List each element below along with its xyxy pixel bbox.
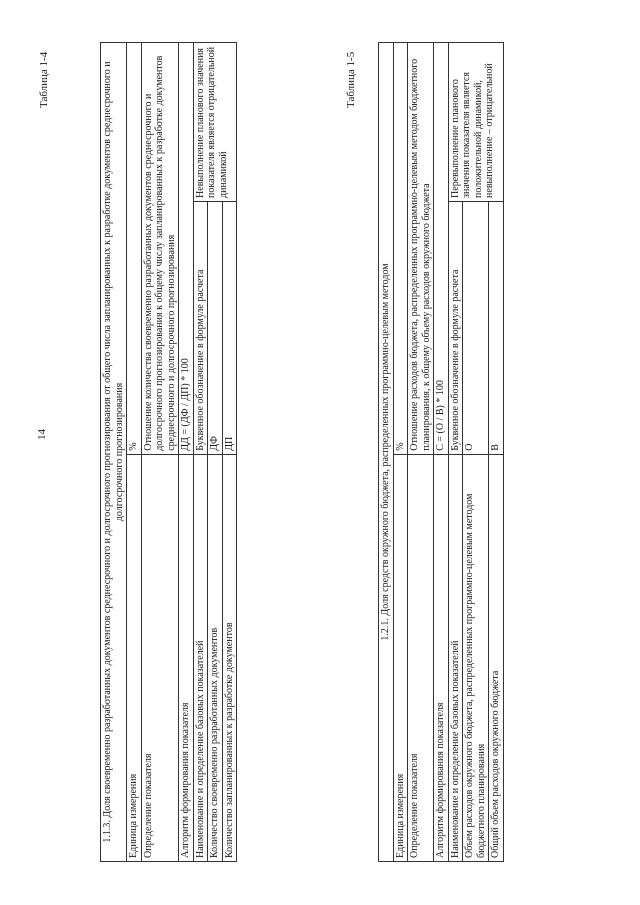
table1-definition-label: Определение показателя <box>141 454 179 861</box>
table2-algorithm-value: С = (О / В) * 100 <box>434 43 449 455</box>
table1 <box>100 42 237 862</box>
table2-unit-value: % <box>393 43 408 455</box>
table1-note: Невыполнение планового значения показателя является отрицательной динамикой <box>193 43 237 202</box>
table2-label: Таблица 1-5 <box>345 51 357 108</box>
table1-unit-label: Единица измерения <box>127 454 142 861</box>
table1-ind1-code: ДФ <box>208 201 223 454</box>
table1-algorithm-value: ДД = (ДФ / ДП) * 100 <box>179 43 194 455</box>
table1-base-label: Наименование и определение базовых показателей <box>193 454 208 861</box>
table2-ind2-code: В <box>489 201 504 454</box>
table1-label: Таблица 1-4 <box>38 51 50 108</box>
table2-definition-value: Отношение расходов бюджета, распределенных программно-целевым методом бюджетного планирования, к общему объему расходов окружного бюджета <box>408 43 434 455</box>
table2-note: Перевыполнение планового значения показателя является положительной динамикой, невыполнение – отрицательной <box>448 43 503 202</box>
table1-definition-value: Отношение количества своевременно разработанных документов среднесрочного и долгосрочного прогнозирования к общему числу запланированных к разработке документов среднесрочного и долгосрочного прогнозирования <box>141 43 179 455</box>
table2-definition-label: Определение показателя <box>408 454 434 861</box>
table1-title: 1.1.3. Доля своевременно разработанных документов среднесрочного и долгосрочного прогнозирования от общего числа запланированных к разработке документов среднесрочного и долгосрочного прогнозирования <box>101 43 127 862</box>
table2-ind1-label: Объем расходов окружного бюджета, распределенных программно-целевым методом бюджетного планирования <box>463 454 489 861</box>
table2-unit-label: Единица измерения <box>393 454 408 861</box>
table1-ind2-label: Количество запланированных к разработке документов <box>222 454 237 861</box>
table1-algorithm-label: Алгоритм формирования показателя <box>179 454 194 861</box>
table2-base-label: Наименование и определение базовых показателей <box>448 454 463 861</box>
table2 <box>378 42 504 862</box>
table2-ind2-label: Общий объем расходов окружного бюджета <box>489 454 504 861</box>
page-number: 14 <box>36 429 48 440</box>
table1-ind2-code: ДП <box>222 201 237 454</box>
table2-title: 1.2.1. Доля средств окружного бюджета, распределенных программно-целевым методом <box>379 43 394 862</box>
table1-ind1-label: Количество своевременно разработанных документов <box>208 454 223 861</box>
table2-letter-header: Буквенное обозначение в формуле расчета <box>448 201 463 454</box>
table2-ind1-code: О <box>463 201 489 454</box>
table2-algorithm-label: Алгоритм формирования показателя <box>434 454 449 861</box>
table1-unit-value: % <box>127 43 142 455</box>
table1-letter-header: Буквенное обозначение в формуле расчета <box>193 201 208 454</box>
